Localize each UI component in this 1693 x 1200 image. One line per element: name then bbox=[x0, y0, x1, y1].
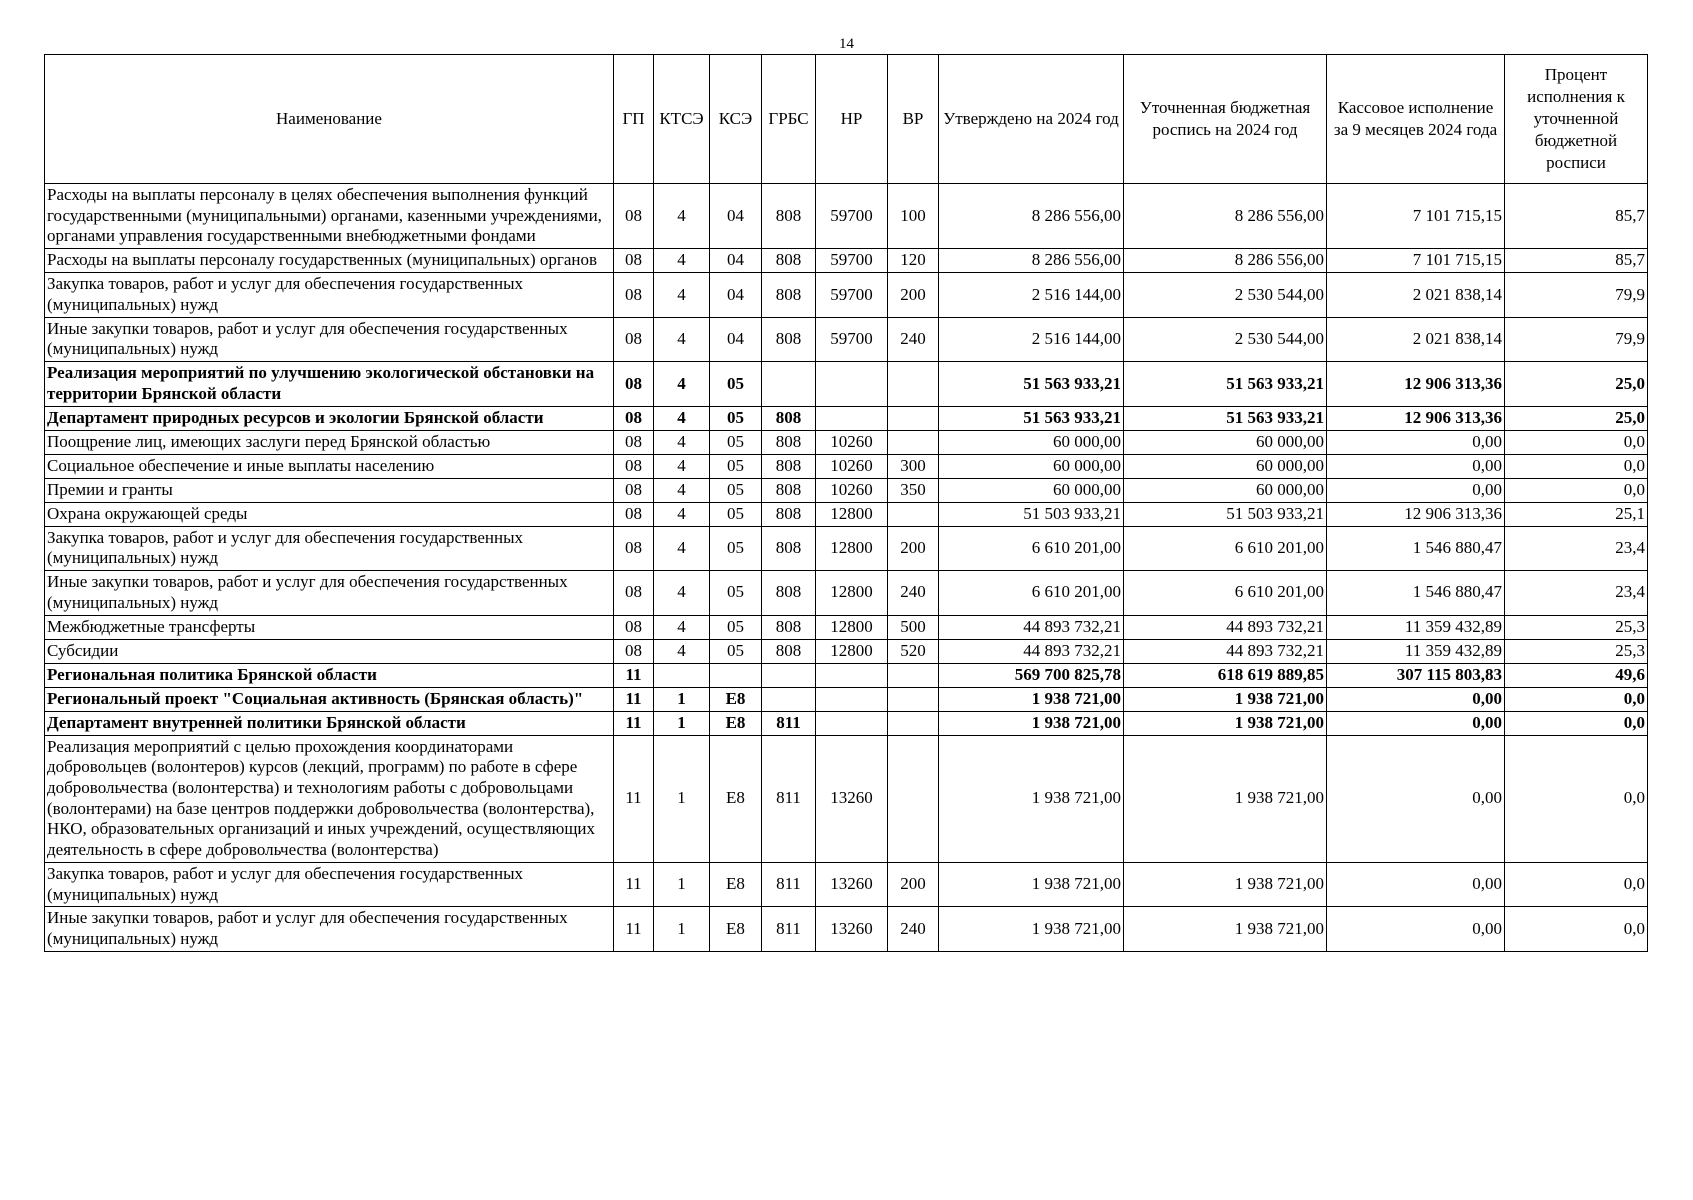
cell-nr: 13260 bbox=[816, 907, 888, 951]
cell-kse: 04 bbox=[710, 317, 762, 361]
cell-executed: 7 101 715,15 bbox=[1327, 249, 1505, 273]
table-row bbox=[45, 478, 1648, 502]
cell-updated: 1 938 721,00 bbox=[1124, 862, 1327, 906]
cell-kse: 05 bbox=[710, 615, 762, 639]
cell-ktse: 4 bbox=[654, 406, 710, 430]
cell-vr: 100 bbox=[888, 184, 939, 249]
cell-percent: 79,9 bbox=[1505, 317, 1648, 361]
table-row bbox=[45, 273, 1648, 317]
cell-grbs: 808 bbox=[762, 430, 816, 454]
cell-ktse: 4 bbox=[654, 317, 710, 361]
table-row bbox=[45, 663, 1648, 687]
table-row bbox=[45, 184, 1648, 249]
cell-name: Иные закупки товаров, работ и услуг для обеспечения государственных (муниципальных) нужд bbox=[45, 907, 614, 951]
table-row bbox=[45, 615, 1648, 639]
cell-nr: 59700 bbox=[816, 317, 888, 361]
cell-percent: 0,0 bbox=[1505, 454, 1648, 478]
cell-vr: 240 bbox=[888, 571, 939, 615]
cell-kse: E8 bbox=[710, 687, 762, 711]
cell-gp: 11 bbox=[614, 711, 654, 735]
cell-percent: 0,0 bbox=[1505, 430, 1648, 454]
table-row bbox=[45, 406, 1648, 430]
col-vr-header: ВР bbox=[888, 55, 939, 184]
table-row bbox=[45, 639, 1648, 663]
cell-name: Региональная политика Брянской области bbox=[45, 663, 614, 687]
cell-vr bbox=[888, 430, 939, 454]
cell-vr: 240 bbox=[888, 907, 939, 951]
cell-vr: 300 bbox=[888, 454, 939, 478]
cell-ktse: 4 bbox=[654, 502, 710, 526]
cell-updated: 60 000,00 bbox=[1124, 430, 1327, 454]
cell-vr bbox=[888, 362, 939, 406]
cell-gp: 08 bbox=[614, 430, 654, 454]
col-grbs-header: ГРБС bbox=[762, 55, 816, 184]
cell-approved: 1 938 721,00 bbox=[939, 711, 1124, 735]
cell-grbs: 811 bbox=[762, 711, 816, 735]
cell-updated: 6 610 201,00 bbox=[1124, 526, 1327, 570]
cell-approved: 6 610 201,00 bbox=[939, 571, 1124, 615]
cell-updated: 60 000,00 bbox=[1124, 454, 1327, 478]
cell-kse: 05 bbox=[710, 454, 762, 478]
cell-gp: 11 bbox=[614, 907, 654, 951]
cell-executed: 0,00 bbox=[1327, 862, 1505, 906]
cell-percent: 25,0 bbox=[1505, 406, 1648, 430]
col-gp-header: ГП bbox=[614, 55, 654, 184]
cell-executed: 2 021 838,14 bbox=[1327, 273, 1505, 317]
cell-gp: 08 bbox=[614, 639, 654, 663]
cell-approved: 51 503 933,21 bbox=[939, 502, 1124, 526]
cell-kse: E8 bbox=[710, 862, 762, 906]
cell-updated: 1 938 721,00 bbox=[1124, 687, 1327, 711]
cell-vr bbox=[888, 687, 939, 711]
cell-percent: 0,0 bbox=[1505, 735, 1648, 862]
cell-gp: 08 bbox=[614, 502, 654, 526]
cell-nr: 59700 bbox=[816, 184, 888, 249]
cell-grbs: 808 bbox=[762, 406, 816, 430]
cell-grbs: 808 bbox=[762, 639, 816, 663]
cell-gp: 08 bbox=[614, 615, 654, 639]
cell-percent: 49,6 bbox=[1505, 663, 1648, 687]
cell-approved: 44 893 732,21 bbox=[939, 639, 1124, 663]
cell-vr bbox=[888, 406, 939, 430]
cell-gp: 08 bbox=[614, 317, 654, 361]
cell-percent: 0,0 bbox=[1505, 478, 1648, 502]
cell-kse: 04 bbox=[710, 184, 762, 249]
cell-name: Региональный проект "Социальная активность (Брянская область)" bbox=[45, 687, 614, 711]
cell-executed: 307 115 803,83 bbox=[1327, 663, 1505, 687]
cell-executed: 0,00 bbox=[1327, 430, 1505, 454]
table-row bbox=[45, 687, 1648, 711]
cell-executed: 12 906 313,36 bbox=[1327, 362, 1505, 406]
cell-grbs: 808 bbox=[762, 502, 816, 526]
cell-updated: 618 619 889,85 bbox=[1124, 663, 1327, 687]
cell-percent: 79,9 bbox=[1505, 273, 1648, 317]
cell-vr bbox=[888, 735, 939, 862]
cell-grbs bbox=[762, 362, 816, 406]
cell-kse: 05 bbox=[710, 571, 762, 615]
cell-approved: 2 516 144,00 bbox=[939, 317, 1124, 361]
cell-approved: 8 286 556,00 bbox=[939, 184, 1124, 249]
cell-vr bbox=[888, 663, 939, 687]
table-row bbox=[45, 362, 1648, 406]
table-row bbox=[45, 249, 1648, 273]
cell-executed: 0,00 bbox=[1327, 907, 1505, 951]
cell-nr: 59700 bbox=[816, 273, 888, 317]
cell-nr bbox=[816, 687, 888, 711]
cell-ktse: 4 bbox=[654, 571, 710, 615]
table-header bbox=[45, 55, 1648, 184]
table-row bbox=[45, 317, 1648, 361]
cell-executed: 0,00 bbox=[1327, 687, 1505, 711]
cell-name: Иные закупки товаров, работ и услуг для обеспечения государственных (муниципальных) нужд bbox=[45, 571, 614, 615]
col-executed-header: Кассовое исполнение за 9 месяцев 2024 года bbox=[1327, 55, 1505, 184]
cell-gp: 08 bbox=[614, 571, 654, 615]
cell-percent: 23,4 bbox=[1505, 526, 1648, 570]
cell-name: Межбюджетные трансферты bbox=[45, 615, 614, 639]
cell-name: Расходы на выплаты персоналу в целях обеспечения выполнения функций государственными (муниципальными) органами, казенными учреждениями, органами управления государственными внебюджетными фондами bbox=[45, 184, 614, 249]
cell-percent: 25,3 bbox=[1505, 615, 1648, 639]
cell-kse bbox=[710, 663, 762, 687]
cell-kse: E8 bbox=[710, 735, 762, 862]
cell-percent: 0,0 bbox=[1505, 907, 1648, 951]
cell-gp: 08 bbox=[614, 249, 654, 273]
page-number: 14 bbox=[839, 36, 854, 52]
cell-grbs: 808 bbox=[762, 317, 816, 361]
cell-grbs: 808 bbox=[762, 615, 816, 639]
cell-ktse: 1 bbox=[654, 862, 710, 906]
cell-vr: 120 bbox=[888, 249, 939, 273]
cell-ktse: 1 bbox=[654, 907, 710, 951]
table-row bbox=[45, 907, 1648, 951]
table-row bbox=[45, 711, 1648, 735]
cell-grbs: 808 bbox=[762, 249, 816, 273]
cell-ktse: 4 bbox=[654, 478, 710, 502]
cell-kse: 05 bbox=[710, 639, 762, 663]
cell-percent: 25,1 bbox=[1505, 502, 1648, 526]
cell-gp: 11 bbox=[614, 735, 654, 862]
cell-grbs: 808 bbox=[762, 478, 816, 502]
cell-kse: 05 bbox=[710, 362, 762, 406]
cell-grbs: 811 bbox=[762, 735, 816, 862]
cell-executed: 1 546 880,47 bbox=[1327, 526, 1505, 570]
cell-grbs: 808 bbox=[762, 454, 816, 478]
cell-vr: 200 bbox=[888, 526, 939, 570]
cell-ktse: 4 bbox=[654, 273, 710, 317]
cell-updated: 6 610 201,00 bbox=[1124, 571, 1327, 615]
table-row bbox=[45, 430, 1648, 454]
cell-nr: 12800 bbox=[816, 571, 888, 615]
cell-vr: 240 bbox=[888, 317, 939, 361]
cell-updated: 1 938 721,00 bbox=[1124, 907, 1327, 951]
cell-executed: 12 906 313,36 bbox=[1327, 502, 1505, 526]
cell-percent: 25,0 bbox=[1505, 362, 1648, 406]
cell-percent: 0,0 bbox=[1505, 711, 1648, 735]
cell-vr: 200 bbox=[888, 862, 939, 906]
cell-name: Премии и гранты bbox=[45, 478, 614, 502]
table-row bbox=[45, 735, 1648, 862]
cell-grbs: 808 bbox=[762, 526, 816, 570]
cell-ktse: 1 bbox=[654, 687, 710, 711]
cell-executed: 12 906 313,36 bbox=[1327, 406, 1505, 430]
cell-updated: 2 530 544,00 bbox=[1124, 317, 1327, 361]
cell-approved: 2 516 144,00 bbox=[939, 273, 1124, 317]
col-nr-header: НР bbox=[816, 55, 888, 184]
cell-updated: 44 893 732,21 bbox=[1124, 639, 1327, 663]
cell-ktse: 4 bbox=[654, 362, 710, 406]
col-kse-header: КСЭ bbox=[710, 55, 762, 184]
cell-gp: 08 bbox=[614, 406, 654, 430]
cell-nr: 12800 bbox=[816, 502, 888, 526]
cell-kse: 04 bbox=[710, 249, 762, 273]
cell-ktse: 4 bbox=[654, 454, 710, 478]
cell-updated: 51 503 933,21 bbox=[1124, 502, 1327, 526]
cell-approved: 1 938 721,00 bbox=[939, 907, 1124, 951]
cell-executed: 2 021 838,14 bbox=[1327, 317, 1505, 361]
cell-updated: 8 286 556,00 bbox=[1124, 184, 1327, 249]
cell-ktse: 1 bbox=[654, 711, 710, 735]
cell-updated: 1 938 721,00 bbox=[1124, 711, 1327, 735]
cell-kse: 05 bbox=[710, 478, 762, 502]
cell-approved: 1 938 721,00 bbox=[939, 862, 1124, 906]
cell-kse: 05 bbox=[710, 406, 762, 430]
col-updated-header: Уточненная бюджетная роспись на 2024 год bbox=[1124, 55, 1327, 184]
cell-name: Поощрение лиц, имеющих заслуги перед Брянской областью bbox=[45, 430, 614, 454]
cell-vr: 200 bbox=[888, 273, 939, 317]
cell-kse: E8 bbox=[710, 907, 762, 951]
cell-nr: 12800 bbox=[816, 639, 888, 663]
cell-kse: E8 bbox=[710, 711, 762, 735]
cell-kse: 05 bbox=[710, 526, 762, 570]
table-row bbox=[45, 502, 1648, 526]
cell-approved: 1 938 721,00 bbox=[939, 735, 1124, 862]
cell-name: Департамент внутренней политики Брянской области bbox=[45, 711, 614, 735]
cell-nr bbox=[816, 406, 888, 430]
cell-approved: 51 563 933,21 bbox=[939, 406, 1124, 430]
cell-executed: 1 546 880,47 bbox=[1327, 571, 1505, 615]
cell-approved: 44 893 732,21 bbox=[939, 615, 1124, 639]
cell-approved: 60 000,00 bbox=[939, 430, 1124, 454]
cell-grbs bbox=[762, 663, 816, 687]
cell-executed: 0,00 bbox=[1327, 454, 1505, 478]
table-row bbox=[45, 862, 1648, 906]
cell-gp: 08 bbox=[614, 454, 654, 478]
cell-ktse: 4 bbox=[654, 526, 710, 570]
cell-ktse: 4 bbox=[654, 615, 710, 639]
cell-name: Социальное обеспечение и иные выплаты населению bbox=[45, 454, 614, 478]
cell-name: Охрана окружающей среды bbox=[45, 502, 614, 526]
cell-gp: 11 bbox=[614, 687, 654, 711]
cell-ktse: 4 bbox=[654, 639, 710, 663]
col-percent-header: Процент исполнения к уточненной бюджетной росписи bbox=[1505, 55, 1648, 184]
col-name-header: Наименование bbox=[45, 55, 614, 184]
cell-vr bbox=[888, 502, 939, 526]
cell-approved: 1 938 721,00 bbox=[939, 687, 1124, 711]
cell-updated: 2 530 544,00 bbox=[1124, 273, 1327, 317]
cell-grbs bbox=[762, 687, 816, 711]
cell-nr bbox=[816, 711, 888, 735]
cell-name: Закупка товаров, работ и услуг для обеспечения государственных (муниципальных) нужд bbox=[45, 273, 614, 317]
cell-grbs: 811 bbox=[762, 862, 816, 906]
cell-kse: 05 bbox=[710, 430, 762, 454]
cell-updated: 8 286 556,00 bbox=[1124, 249, 1327, 273]
cell-gp: 08 bbox=[614, 362, 654, 406]
cell-executed: 11 359 432,89 bbox=[1327, 639, 1505, 663]
table-row bbox=[45, 571, 1648, 615]
cell-nr: 12800 bbox=[816, 526, 888, 570]
cell-ktse bbox=[654, 663, 710, 687]
cell-updated: 51 563 933,21 bbox=[1124, 406, 1327, 430]
cell-nr: 10260 bbox=[816, 430, 888, 454]
cell-grbs: 808 bbox=[762, 273, 816, 317]
cell-name: Иные закупки товаров, работ и услуг для обеспечения государственных (муниципальных) нужд bbox=[45, 317, 614, 361]
table-row bbox=[45, 526, 1648, 570]
cell-percent: 23,4 bbox=[1505, 571, 1648, 615]
cell-percent: 0,0 bbox=[1505, 687, 1648, 711]
cell-grbs: 811 bbox=[762, 907, 816, 951]
cell-updated: 44 893 732,21 bbox=[1124, 615, 1327, 639]
table-row bbox=[45, 454, 1648, 478]
cell-name: Департамент природных ресурсов и экологии Брянской области bbox=[45, 406, 614, 430]
cell-percent: 25,3 bbox=[1505, 639, 1648, 663]
cell-kse: 04 bbox=[710, 273, 762, 317]
cell-vr bbox=[888, 711, 939, 735]
cell-grbs: 808 bbox=[762, 184, 816, 249]
cell-updated: 1 938 721,00 bbox=[1124, 735, 1327, 862]
cell-gp: 08 bbox=[614, 273, 654, 317]
cell-nr bbox=[816, 362, 888, 406]
cell-percent: 85,7 bbox=[1505, 184, 1648, 249]
cell-name: Субсидии bbox=[45, 639, 614, 663]
cell-grbs: 808 bbox=[762, 571, 816, 615]
cell-approved: 60 000,00 bbox=[939, 478, 1124, 502]
cell-updated: 51 563 933,21 bbox=[1124, 362, 1327, 406]
cell-approved: 8 286 556,00 bbox=[939, 249, 1124, 273]
cell-vr: 520 bbox=[888, 639, 939, 663]
cell-approved: 51 563 933,21 bbox=[939, 362, 1124, 406]
col-approved-header: Утверждено на 2024 год bbox=[939, 55, 1124, 184]
cell-percent: 85,7 bbox=[1505, 249, 1648, 273]
cell-ktse: 4 bbox=[654, 184, 710, 249]
cell-nr bbox=[816, 663, 888, 687]
cell-ktse: 4 bbox=[654, 249, 710, 273]
cell-executed: 11 359 432,89 bbox=[1327, 615, 1505, 639]
cell-kse: 05 bbox=[710, 502, 762, 526]
col-ktse-header: КТСЭ bbox=[654, 55, 710, 184]
cell-ktse: 1 bbox=[654, 735, 710, 862]
cell-name: Реализация мероприятий с целью прохождения координаторами добровольцев (волонтеров) курсов (лекций, программ) по работе в сфере добровольчества (волонтерства) и технологиям работы с добровольцами (волонтерами) на базе центров поддержки добровольчества (волонтерства), НКО, образовательных организаций и иных учреждений, осуществляющих деятельность в сфере добровольчества (волонтерства) bbox=[45, 735, 614, 862]
cell-approved: 60 000,00 bbox=[939, 454, 1124, 478]
cell-executed: 7 101 715,15 bbox=[1327, 184, 1505, 249]
cell-name: Закупка товаров, работ и услуг для обеспечения государственных (муниципальных) нужд bbox=[45, 862, 614, 906]
cell-gp: 08 bbox=[614, 478, 654, 502]
cell-approved: 569 700 825,78 bbox=[939, 663, 1124, 687]
cell-executed: 0,00 bbox=[1327, 735, 1505, 862]
budget-table bbox=[44, 54, 1648, 952]
cell-nr: 10260 bbox=[816, 454, 888, 478]
cell-nr: 13260 bbox=[816, 862, 888, 906]
cell-nr: 12800 bbox=[816, 615, 888, 639]
cell-executed: 0,00 bbox=[1327, 478, 1505, 502]
cell-nr: 59700 bbox=[816, 249, 888, 273]
cell-name: Расходы на выплаты персоналу государственных (муниципальных) органов bbox=[45, 249, 614, 273]
cell-executed: 0,00 bbox=[1327, 711, 1505, 735]
cell-percent: 0,0 bbox=[1505, 862, 1648, 906]
cell-gp: 11 bbox=[614, 862, 654, 906]
cell-nr: 10260 bbox=[816, 478, 888, 502]
cell-vr: 350 bbox=[888, 478, 939, 502]
cell-gp: 11 bbox=[614, 663, 654, 687]
cell-updated: 60 000,00 bbox=[1124, 478, 1327, 502]
cell-vr: 500 bbox=[888, 615, 939, 639]
cell-gp: 08 bbox=[614, 184, 654, 249]
cell-approved: 6 610 201,00 bbox=[939, 526, 1124, 570]
cell-ktse: 4 bbox=[654, 430, 710, 454]
cell-nr: 13260 bbox=[816, 735, 888, 862]
cell-name: Закупка товаров, работ и услуг для обеспечения государственных (муниципальных) нужд bbox=[45, 526, 614, 570]
cell-gp: 08 bbox=[614, 526, 654, 570]
table-body bbox=[45, 184, 1648, 952]
cell-name: Реализация мероприятий по улучшению экологической обстановки на территории Брянской области bbox=[45, 362, 614, 406]
